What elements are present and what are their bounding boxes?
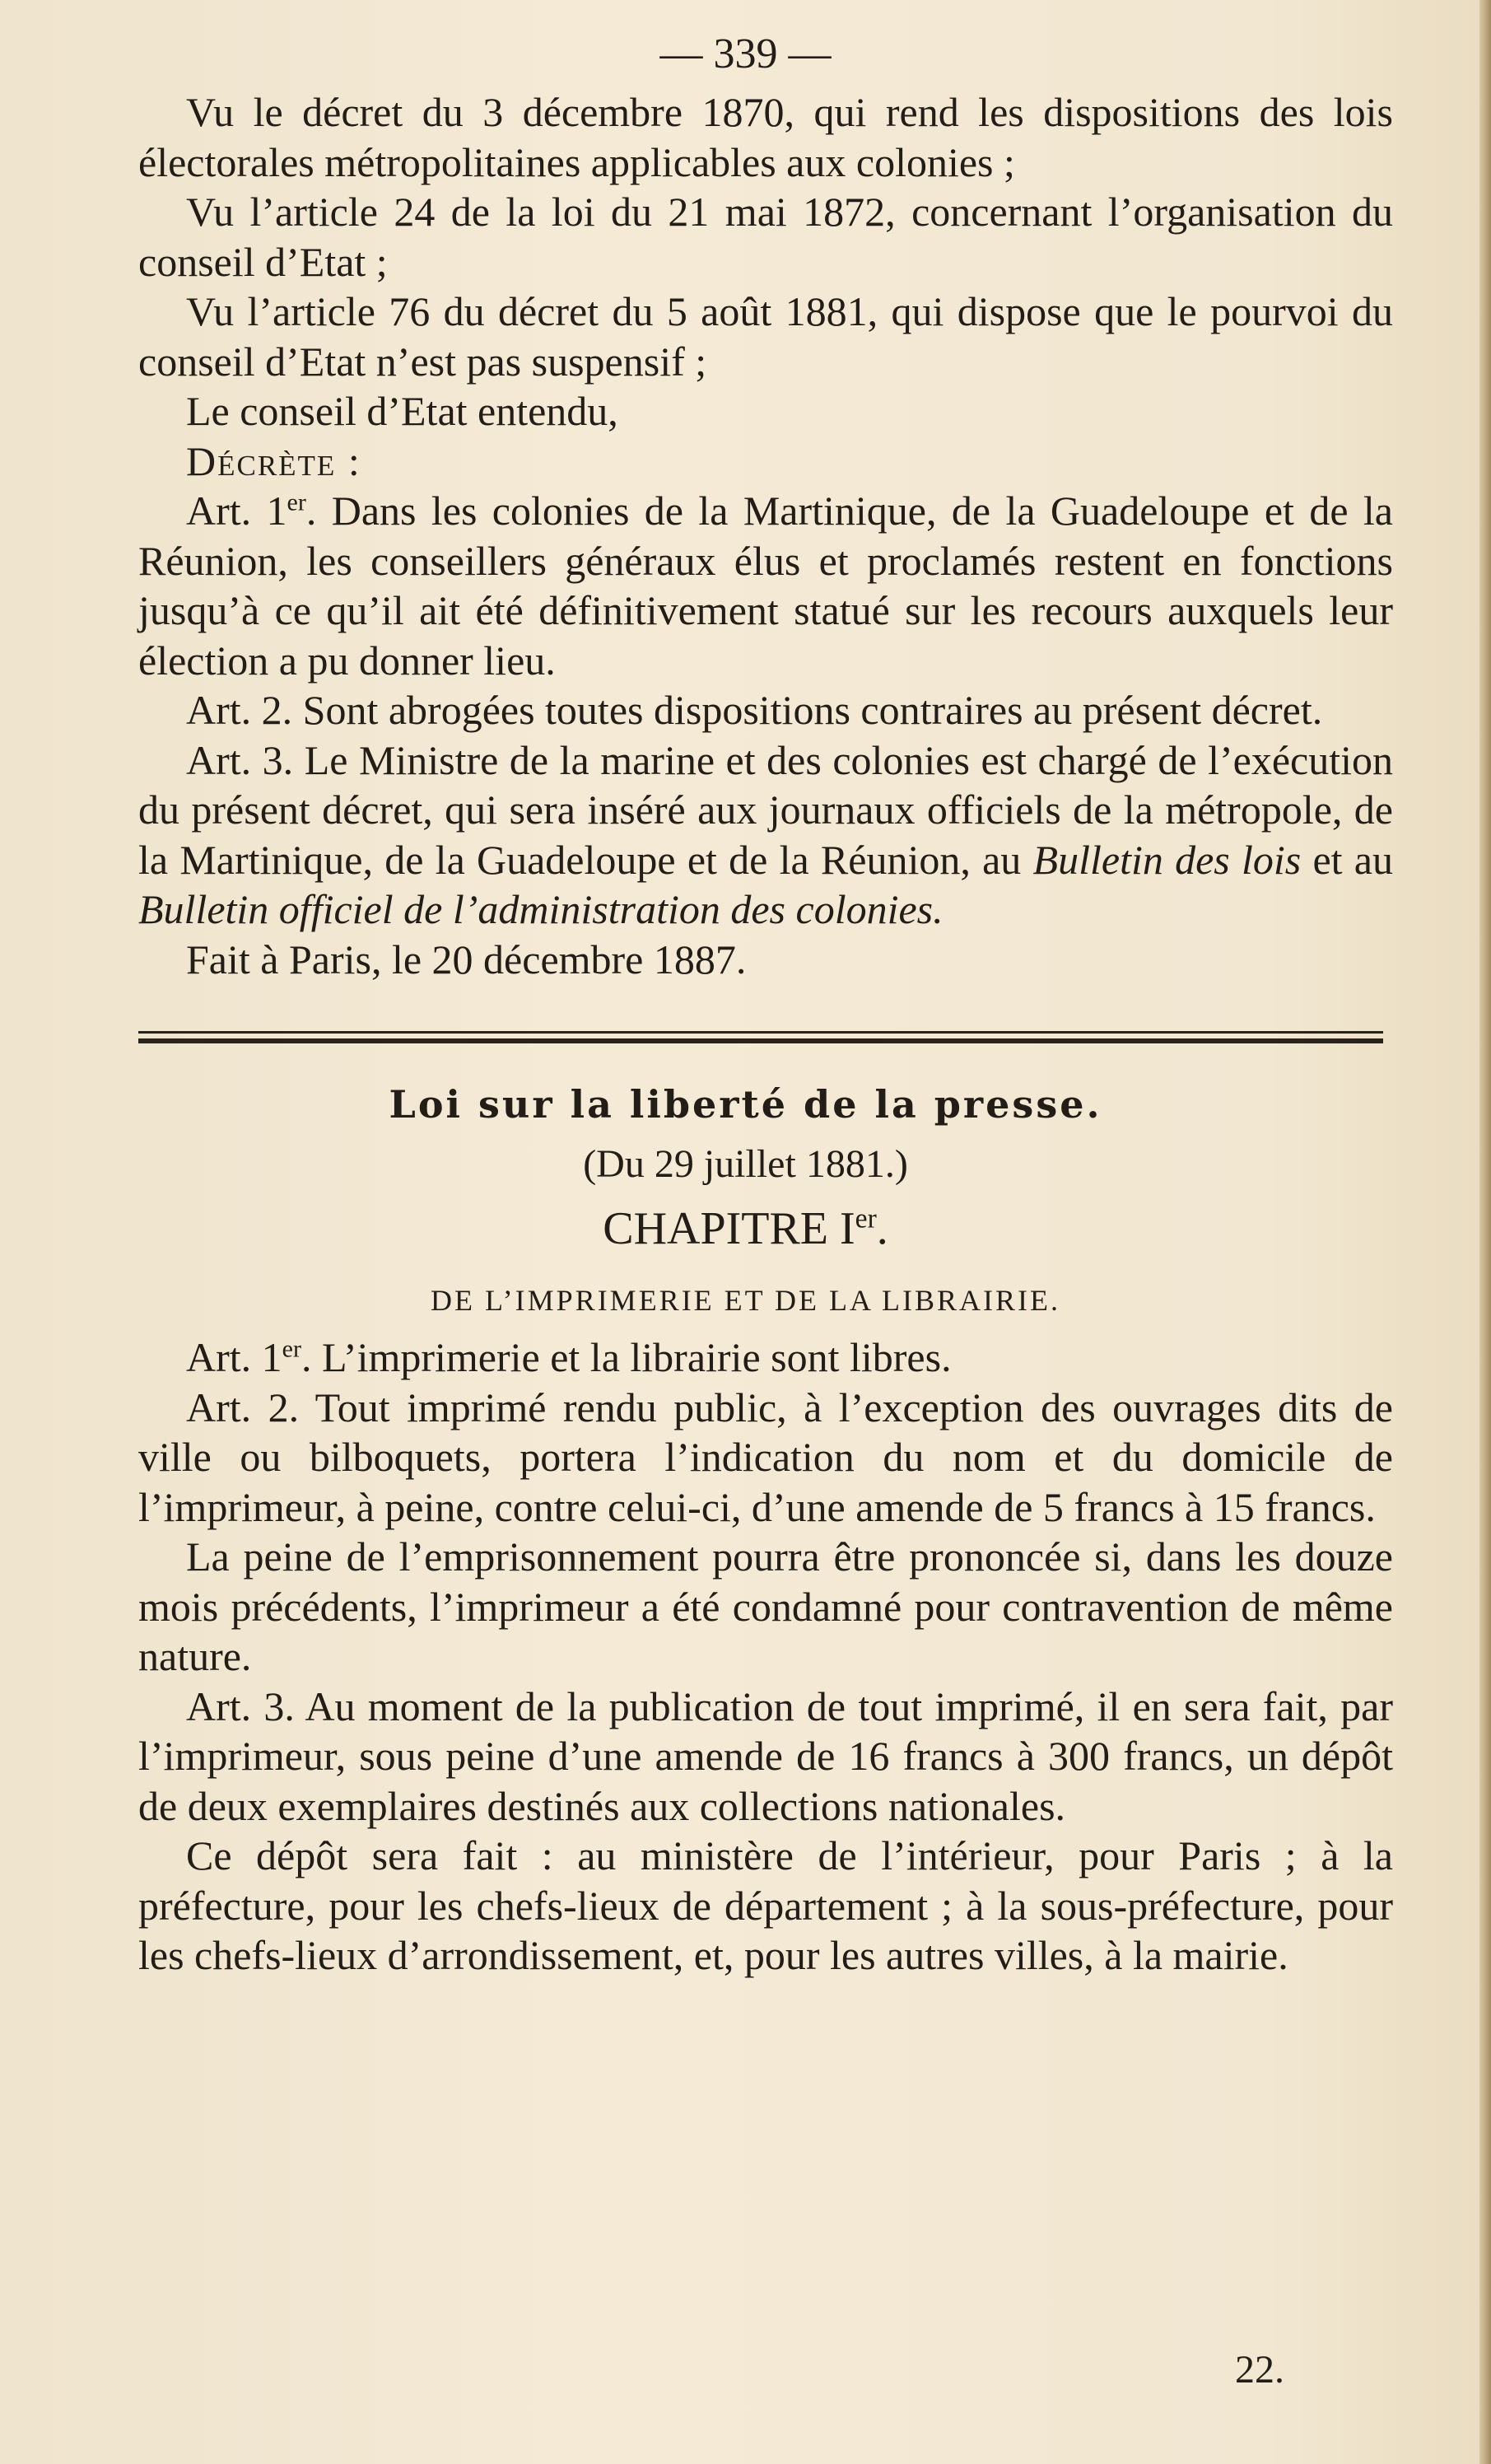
law-article-1 xyxy=(138,1332,1393,1383)
paragraph-fait-a-paris: Fait à Paris, le 20 décembre 1887. xyxy=(186,936,747,982)
law-article-1-sup: er xyxy=(282,1335,301,1363)
article-3-text-b: et au xyxy=(1301,836,1393,883)
law-paragraph-depot: Ce dépôt sera fait : au ministère de l’intérieur, pour Paris ; à la préfecture, pour les chefs-lieux de département ; à la sous-préfecture, pour les chefs-lieux d’arrondissement, et, pour les autres villes, à la mairie. xyxy=(138,1832,1393,1978)
chapter-label: CHAPITRE I xyxy=(603,1203,855,1254)
decree-body xyxy=(138,87,1393,984)
section-divider xyxy=(138,1031,1383,1048)
page-number: — 339 — xyxy=(659,30,832,77)
law-article-2: Art. 2. Tout imprimé rendu public, à l’exception des ouvrages dits de ville ou bilboquets, portera l’indication du nom et du domicile de l’imprimeur, à peine, contre celui-ci, d’une amende de 5 francs à 15 francs. xyxy=(138,1384,1393,1530)
paragraph-article-3 xyxy=(138,735,1393,935)
law-article-1-label: Art. 1 xyxy=(186,1334,282,1380)
article-1-text: . Dans les colonies de la Martinique, de la Guadeloupe et de la Réunion, les conseillers généraux élus et proclamés restent en fonctions jusqu’à ce qu’il ait été définitivement statué sur les recours auxquels leur élection a pu donner lieu. xyxy=(138,488,1393,684)
paragraph-article-2: Art. 2. Sont abrogées toutes dispositions contraires au présent décret. xyxy=(186,687,1323,733)
divider-thick-line xyxy=(138,1038,1383,1043)
article-1-sup: er xyxy=(287,488,306,516)
chapter-dot: . xyxy=(876,1203,888,1254)
law-article-1-text: . L’imprimerie et la librairie sont libres. xyxy=(301,1334,952,1380)
law-title: Loi sur la liberté de la presse. xyxy=(389,1082,1102,1127)
paragraph-conseil-entendu: Le conseil d’Etat entendu, xyxy=(186,388,618,434)
article-3-bulletin-lois: Bulletin des lois xyxy=(1032,836,1302,883)
paragraph-decrete: Décrète : xyxy=(186,437,361,484)
article-1-label: Art. 1 xyxy=(186,488,287,534)
chapter-heading xyxy=(0,1202,1491,1255)
paragraph-article-1 xyxy=(138,486,1393,685)
law-body xyxy=(138,1332,1393,1981)
divider-thin-line xyxy=(138,1031,1383,1034)
paragraph-vu-article-76: Vu l’article 76 du décret du 5 août 1881, qui dispose que le pourvoi du conseil d’Etat n’est pas suspensif ; xyxy=(138,288,1393,385)
law-article-3: Art. 3. Au moment de la publication de tout imprimé, il en sera fait, par l’imprimeur, sous peine d’une amende de 16 francs à 300 francs, un dépôt de deux exemplaires destinés aux collections nationales. xyxy=(138,1682,1393,1829)
chapter-subtitle: DE L’IMPRIMERIE ET DE LA LIBRAIRIE. xyxy=(431,1284,1060,1317)
article-3-bulletin-officiel: Bulletin officiel de l’administration des colonies. xyxy=(138,886,944,932)
paragraph-vu-article-24: Vu l’article 24 de la loi du 21 mai 1872, concernant l’organisation du conseil d’Etat ; xyxy=(138,189,1393,285)
chapter-sup: er xyxy=(855,1203,877,1234)
law-paragraph-peine: La peine de l’emprisonnement pourra être prononcée si, dans les douze mois précédents, l’imprimeur a été condamné pour contravention de même nature. xyxy=(138,1533,1393,1679)
law-date: (Du 29 juillet 1881.) xyxy=(583,1142,908,1186)
paragraph-vu-decret: Vu le décret du 3 décembre 1870, qui rend les dispositions des lois électorales métropolitaines applicables aux colonies ; xyxy=(138,89,1393,185)
article-3-text-a: Art. 3. Le Ministre de la marine et des colonies est chargé de l’exécution du présent décret, qui sera inséré aux journaux officiels de la métropole, de la Martinique, de la Guadeloupe et de la Réunion, au xyxy=(138,736,1393,883)
signature-mark: 22. xyxy=(1235,2348,1284,2392)
